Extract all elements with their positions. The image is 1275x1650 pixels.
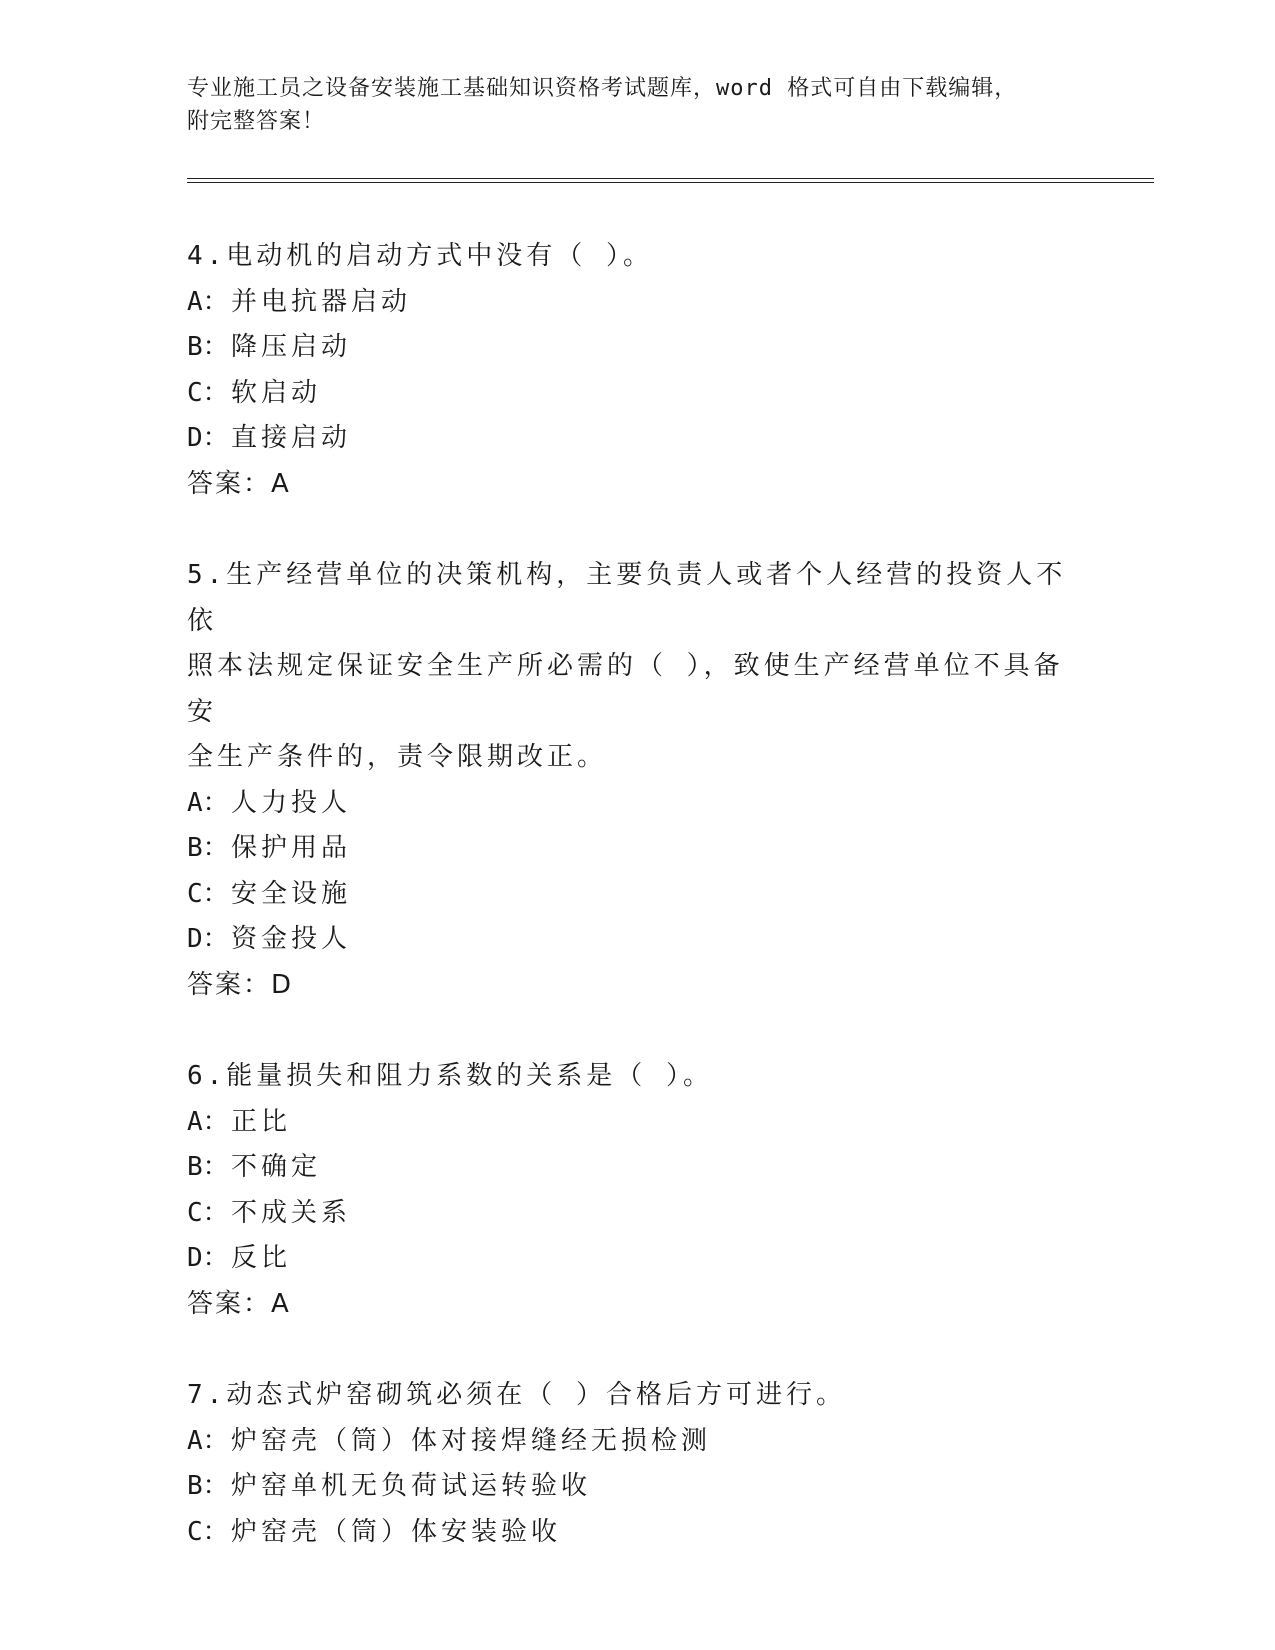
option-text: 安全设施 [231,878,352,909]
option-key: B： [187,1471,229,1501]
option-key: B： [187,833,229,863]
option-d [187,917,1087,963]
option-text: 人力投人 [231,787,352,818]
option-key: B： [187,332,229,362]
option-key: A： [187,787,229,818]
answer: 答案：D [187,969,294,1000]
option-key: A： [187,286,229,317]
question-stem: 4.电动机的启动方式中没有（ ）。 [187,241,653,271]
option-key: C： [187,1516,229,1547]
question-stem: 6.能量损失和阻力系数的关系是（ ）。 [187,1061,713,1091]
option-key: B： [187,1152,229,1182]
option-b [187,826,1087,872]
question-stem-line: 照本法规定保证安全生产所必需的（ ），致使生产经营单位不具备安 [187,651,1064,727]
option-text: 直接启动 [231,423,352,453]
option-text: 反比 [231,1243,292,1273]
option-d [187,1236,1087,1282]
option-key: C： [187,377,229,408]
header-line: 附完整答案！ [187,109,326,134]
question-stem-line: 5.生产经营单位的决策机构，主要负责人或者个人经营的投资人不依 [187,560,1067,636]
option-key: D： [187,924,229,954]
option-a [187,280,1087,326]
header-line: 专业施工员之设备安装施工基础知识资格考试题库，word 格式可自由下载编辑， [187,76,1018,101]
question-list [187,234,1087,1601]
option-key: D： [187,423,229,453]
answer: 答案：A [187,468,291,499]
option-c [187,371,1087,417]
question-5 [187,553,1087,1008]
question-stem: 7.动态式炉窑砌筑必须在（ ）合格后方可进行。 [187,1380,846,1410]
option-c [187,1510,1087,1556]
option-text: 软启动 [231,377,322,408]
header-divider [187,178,1154,179]
option-key: C： [187,1197,229,1228]
option-text: 炉窑壳（筒）体对接焊缝经无损检测 [231,1425,712,1456]
option-a [187,1100,1087,1146]
question-4 [187,234,1087,507]
option-text: 并电抗器启动 [231,286,412,317]
option-a [187,781,1087,827]
option-text: 降压启动 [231,332,352,362]
option-d [187,416,1087,462]
option-text: 炉窑单机无负荷试运转验收 [231,1471,592,1501]
document-header [187,72,1087,138]
option-b [187,1145,1087,1191]
question-stem-line: 全生产条件的，责令限期改正。 [187,742,608,772]
option-b [187,325,1087,371]
option-text: 炉窑壳（筒）体安装验收 [231,1516,562,1547]
option-c [187,1191,1087,1237]
answer: 答案：A [187,1288,291,1319]
option-text: 正比 [231,1106,292,1137]
option-key: C： [187,878,229,909]
option-key: A： [187,1106,229,1137]
option-text: 不成关系 [231,1197,352,1228]
header-divider [187,182,1154,183]
option-c [187,872,1087,918]
option-text: 不确定 [231,1152,322,1182]
option-b [187,1464,1087,1510]
option-key: D： [187,1243,229,1273]
question-6 [187,1054,1087,1327]
option-text: 资金投人 [231,924,352,954]
option-a [187,1419,1087,1465]
question-7 [187,1373,1087,1555]
option-key: A： [187,1425,229,1456]
option-text: 保护用品 [231,833,352,863]
